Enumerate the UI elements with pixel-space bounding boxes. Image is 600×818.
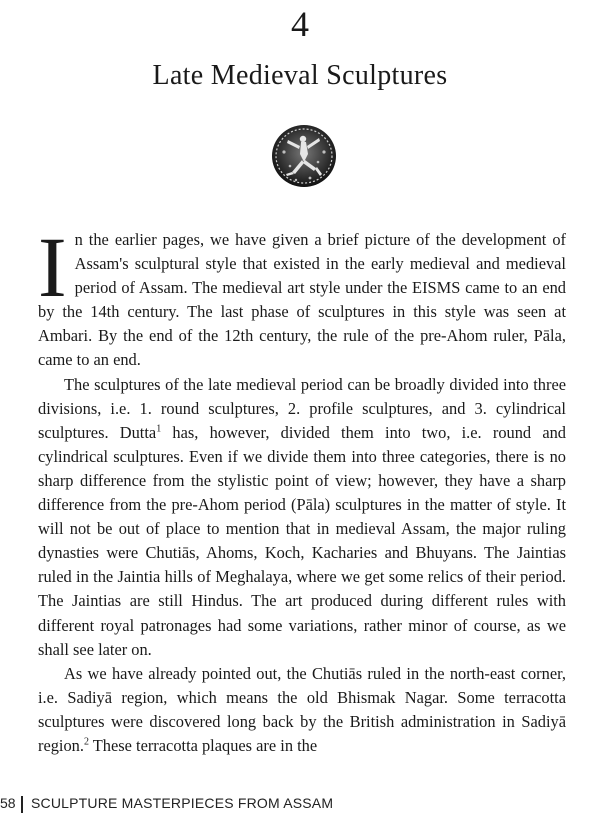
paragraph-2-text-a: The sculptures of the late medieval period can be broadly divided into three divisions, i.e. 1. round sculptures, 2. profile sculptures, and 3. cylindrical sculptures. Dutta xyxy=(38,374,566,442)
dancing-figure-medallion-icon xyxy=(270,122,338,190)
chapter-number: 4 xyxy=(291,4,309,44)
drop-cap: I xyxy=(38,219,67,315)
paragraph-2 xyxy=(38,373,566,662)
paragraph-2-text-b: has, however, divided them into two, i.e. round and cylindrical sculptures. Even if we divide them into three categories, there is no sharp difference from the stylistic point of view; however, they have a sharp difference from the pre-Ahom period (Pāla) sculptures in the matter of style. It will not be out of place to mention that in medieval Assam, the major ruling dynasties were Chutiās, Ahoms, Koch, Kacharies and Bhuyans. The Jaintias ruled in the Jaintia hills of Meghalaya, where we get some relics of their period. The Jaintias are still Hindus. The art produced during different rules with different royal patronages had some variations, rather minor of course, as we shall see later on. xyxy=(38,422,566,659)
page-footer xyxy=(0,793,600,817)
footer-divider xyxy=(21,796,23,813)
body-text xyxy=(38,219,566,758)
chapter-title: Late Medieval Sculptures xyxy=(152,60,448,91)
paragraph-3 xyxy=(38,662,566,758)
footnote-ref-2[interactable]: 2 xyxy=(83,736,89,748)
paragraph-1 xyxy=(38,219,566,373)
page-number: 58 xyxy=(0,795,16,811)
footnote-ref-1[interactable]: 1 xyxy=(156,423,162,435)
paragraph-1-text: n the earlier pages, we have given a brief picture of the development of Assam's sculptural style that existed in the early medieval and medieval period of Assam. The medieval art style under the EISMS came to an end by the 14th century. The last phase of sculptures in this style was seen at Ambari. By the end of the 12th century, the rule of the pre-Ahom ruler, Pāla, came to an end. xyxy=(38,230,566,370)
paragraph-3-text-b: These terracotta plaques are in the xyxy=(88,735,318,755)
paragraph-3-text-a: As we have already pointed out, the Chutiās ruled in the north-east corner, i.e. Sadiyā region, which means the old Bhismak Nagar. Some terracotta sculptures were discovered long back by the British administration in Sadiyā region. xyxy=(38,663,566,755)
running-head: SCULPTURE MASTERPIECES FROM ASSAM xyxy=(31,795,334,811)
